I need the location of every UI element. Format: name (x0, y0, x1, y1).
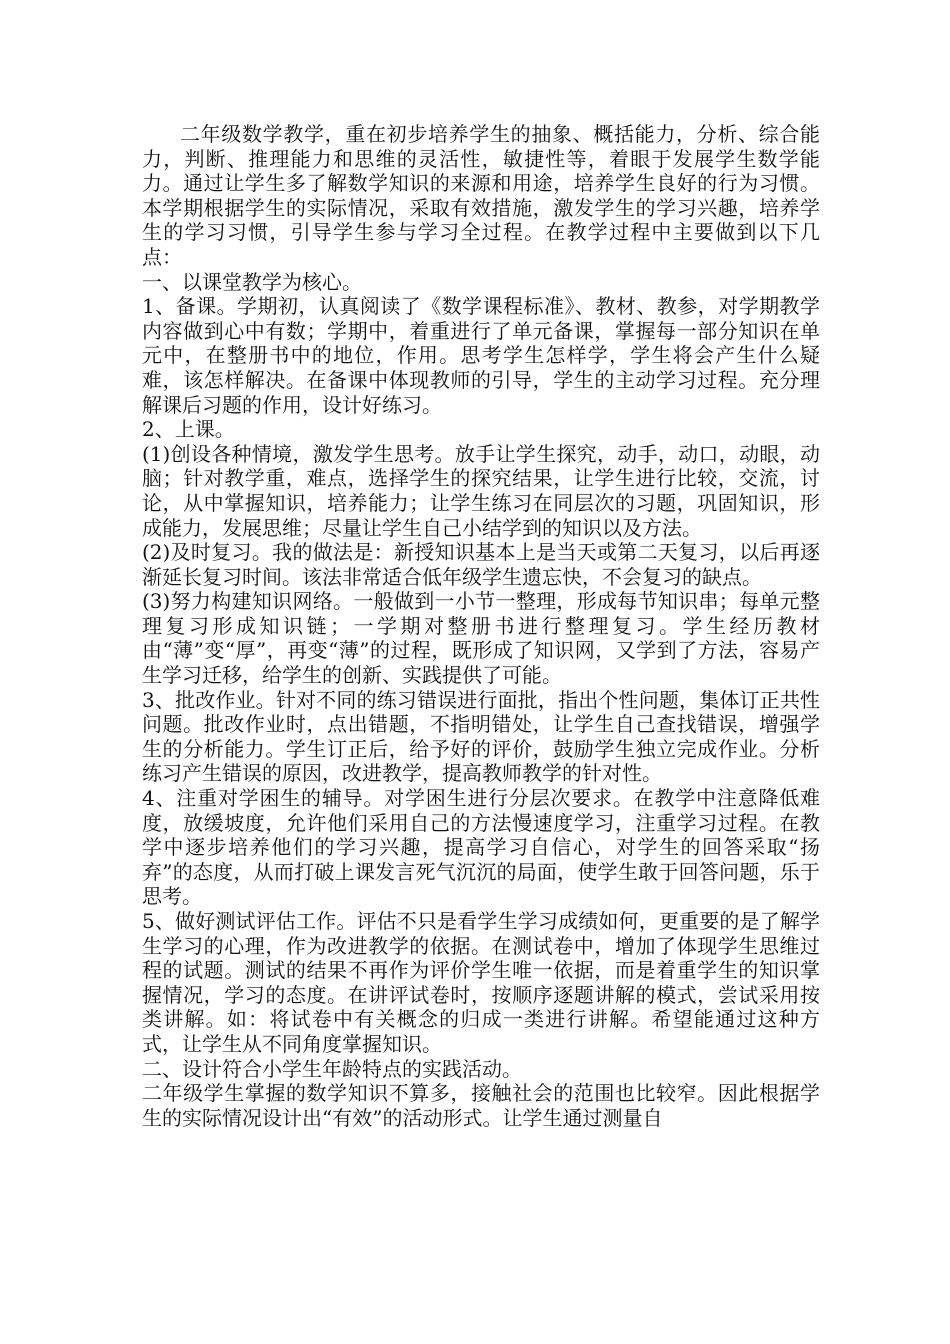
subitem-situations: (1)创设各种情境，激发学生思考。放手让学生探究，动手，动口，动眼，动脑；针对教学重，难点，选择学生的探究结果，让学生进行比较，交流，讨论，从中掌握知识，培养能力；让学生练习在同层次的习题，巩固知识，形成能力，发展思维；尽量让学生自己小结学到的知识以及方法。 (142, 441, 820, 540)
item-tutoring: 4、注重对学困生的辅导。对学困生进行分层次要求。在教学中注意降低难度，放缓坡度，允许他们采用自己的方法慢速度学习，注重学习过程。在教学中逐步培养他们的学习兴趣，提高学习自信心，对学生的回答采取“扬弃”的态度，从而打破上课发言死气沉沉的局面，使学生敢于回答问题，乐于思考。 (142, 786, 820, 909)
section-heading-1: 一、以课堂教学为核心。 (142, 269, 362, 294)
item-homework: 3、批改作业。针对不同的练习错误进行面批，指出个性问题，集体订正共性问题。批改作业时，点出错题，不指明错处，让学生自己查找错误，增强学生的分析能力。学生订正后，给予好的评价，鼓励学生独立完成作业。分析练习产生错误的原因，改进教学，提高教师教学的针对性。 (142, 687, 820, 786)
item-assessment: 5、做好测试评估工作。评估不只是看学生学习成绩如何，更重要的是了解学生学习的心理，作为改进教学的依据。在测试卷中，增加了体现学生思维过程的试题。测试的结果不再作为评价学生唯一依据，而是着重学生的知识掌握情况，学习的态度。在讲评试卷时，按顺序逐题讲解的模式，尝试采用按类讲解。如：将试卷中有关概念的归成一类进行讲解。希望能通过这种方式，让学生从不同角度掌握知识。 (142, 909, 820, 1056)
item-lesson-prep: 1、备课。学期初，认真阅读了《数学课程标准》、教材、教参，对学期教学内容做到心中有数；学期中，着重进行了单元备课，掌握每一部分知识在单元中，在整册书中的地位，作用。思考学生怎样学，学生将会产生什么疑难，该怎样解决。在备课中体现教师的引导，学生的主动学习过程。充分理解课后习题的作用，设计好练习。 (142, 294, 820, 417)
item-class-heading: 2、上课。 (142, 417, 235, 442)
subitem-review: (2)及时复习。我的做法是：新授知识基本上是当天或第二天复习，以后再逐渐延长复习时间。该法非常适合低年级学生遗忘快，不会复习的缺点。 (142, 540, 820, 589)
document-page (142, 122, 820, 1130)
practice-paragraph: 二年级学生掌握的数学知识不算多，接触社会的范围也比较窄。因此根据学生的实际情况设计出“有效”的活动形式。让学生通过测量自 (142, 1081, 820, 1130)
intro-paragraph: 二年级数学教学，重在初步培养学生的抽象、概括能力，分析、综合能力，判断、推理能力和思维的灵活性，敏捷性等，着眼于发展学生数学能力。通过让学生多了解数学知识的来源和用途，培养学生良好的行为习惯。本学期根据学生的实际情况，采取有效措施，激发学生的学习兴趣，培养学生的学习习惯，引导学生参与学习全过程。在教学过程中主要做到以下几点： (142, 122, 820, 269)
section-heading-2: 二、设计符合小学生年龄特点的实践活动。 (142, 1056, 522, 1081)
subitem-knowledge-network: (3)努力构建知识网络。一般做到一小节一整理，形成每节知识串；每单元整理复习形成知识链；一学期对整册书进行整理复习。学生经历教材由“薄”变“厚”，再变“薄”的过程，既形成了知识网，又学到了方法，容易产生学习迁移，给学生的创新、实践提供了可能。 (142, 589, 820, 688)
